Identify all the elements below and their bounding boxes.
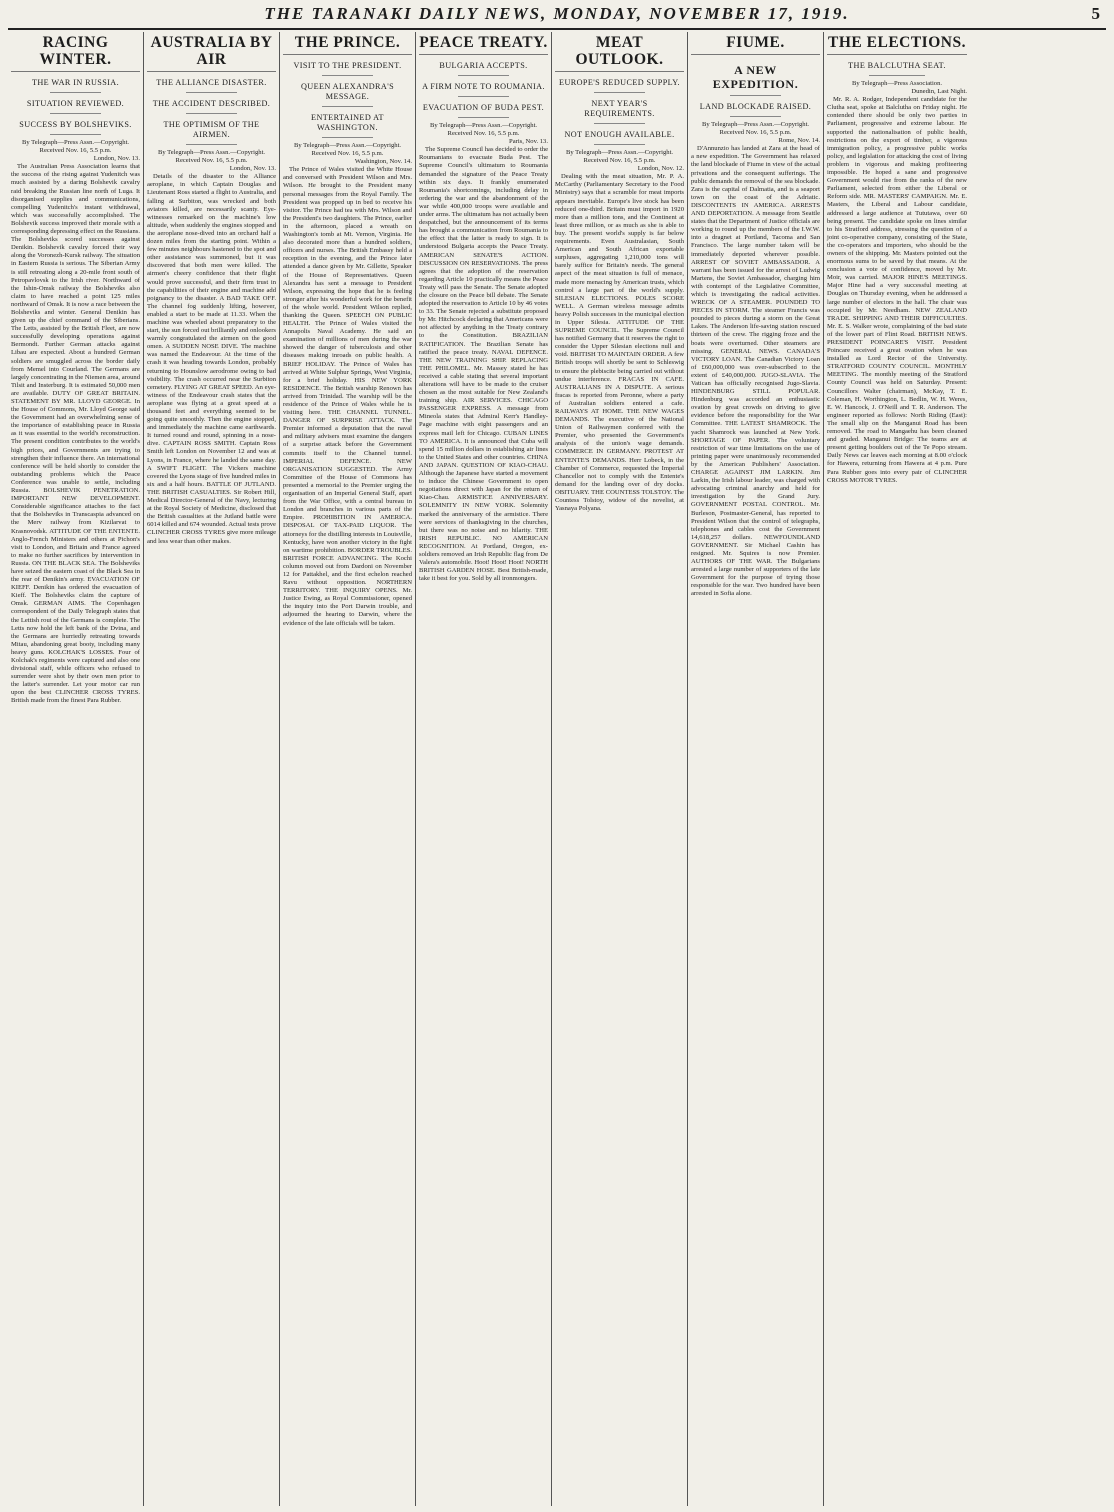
subheading: EUROPE'S REDUCED SUPPLY. — [559, 78, 680, 87]
article-body — [827, 96, 967, 485]
divider — [869, 75, 925, 76]
article-body — [691, 145, 820, 598]
article-text: Dealing with the meat situation, Mr. P. A. McCarthy (Parliamentary Secretary to the Food Ministry) says that a scramble for meat imports appears inevitable. Europe's live stock has been reduced one-third. Britain must import in 1920 more than a million tons, and the Continent at least three million, or as much as she is able to buy. The present world's supply is far below requirements. Even Australasian, South American and South African exportable surpluses, aggregating 1,210,000 tons will barely suffice for Britain's needs. The general aspect of the meat situation is full of menace, made more menacing by American trusts, which control a large part of the world's supply. SILESIAN ELECTIONS. POLES SCORE WELL. A German wireless message admits heavy Polish successes in the municipal election in Upper Silesia. ATTITUDE OF THE SUPREME COUNCIL. The Supreme Council has notified Germany that it reserves the right to consider the Upper Silesian elections null and void. BRITISH TO MAINTAIN ORDER. A few British troops will shortly be sent to Schleswig to ensure the plebiscite being carried out without undue interference. FRACAS IN CAFE. AUSTRALIANS IN A DISPUTE. A serious fracas is reported from Peronne, where a party of Australian soldiers entered a cafe. RAILWAYS AT HOME. THE NEW WAGES DEMANDS. The executive of the National Union of Railwaymen conferred with the Premier, who presented the Government's analysis of the union's wage demands. COMMERCE IN GERMANY. PROTEST AT ENTENTE'S DEMANDS. Herr Lobeck, in the Chamber of Commerce, requested the Imperial Chancellor not to comply with the Entente's demand for the landing over of dry docks. OBITUARY. THE COUNTESS TOLSTOY. The Countess Tolstoy, widow of the novelist, at Yasnaya Polyana. — [555, 173, 684, 513]
divider — [50, 113, 102, 114]
column-1 — [8, 32, 144, 1506]
subheading: VISIT TO THE PRESIDENT. — [293, 61, 402, 70]
column-5 — [552, 32, 688, 1506]
received-line: Received Nov. 16, 5.5 p.m. — [719, 129, 792, 137]
page-number: 5 — [1091, 4, 1100, 23]
received-line: Received Nov. 16, 5.5 p.m. — [311, 150, 384, 158]
divider — [594, 92, 646, 93]
subheading: THE ACCIDENT DESCRIBED. — [152, 99, 271, 108]
subheading: NEXT YEAR'S REQUIREMENTS. — [584, 99, 655, 118]
divider — [186, 92, 238, 93]
article-body — [147, 173, 276, 545]
article-body — [11, 163, 140, 705]
byline: By Telegraph—Press Association. — [851, 80, 943, 87]
article-text: The Prince of Wales visited the White House and conversed with President Wilson and Mrs. Wilson. He brought to the President many personal messages from the Royal Family. The President was propped up in bed to receive his visitor. The Prince had tea with Mrs. Wilson and the President's two daughters. The Prince, earlier in the afternoon, placed a wreath on Washington's tomb at Mt. Vernon, Virginia. He also decorated more than a hundred soldiers, officers and nurses. The British Embassy held a reception in the evening, and the Prince later attended a dance given by Mr. Gillette, Speaker of the House of Representatives. Queen Alexandra has sent a message to President Wilson, expressing the hope that he is feeling stronger after his wonderful work for the benefit of the whole world. President Wilson replied, thanking the Queen. SPEECH ON PUBLIC HEALTH. The Prince of Wales visited the Annapolis Naval Academy. He said an examination of millions of men during the war showed the danger of tuberculosis and other diseases making inroads on public health. A BRIEF HOLIDAY. The Prince of Wales has arrived at White Sulphur Springs, West Virginia, for a brief holiday. HIS NEW YORK RESIDENCE. The British warship Renown has arrived from Trinidad. The warship will be the residence of the Prince of Wales while he is visiting here. THE CHANNEL TUNNEL. DANGER OF SURPRISE ATTACK. The Premier informed a deputation that the naval and military advisers must examine the dangers of a surprise attack before the Government commits itself to the Channel tunnel. IMPERIAL DEFENCE. NEW ORGANISATION SUGGESTED. The Army Committee of the House of Commons has presented a memorial to the Premier urging the organisation of an Imperial General Staff, apart from the War Office, with a central bureau in London and branches in various parts of the Empire. PROHIBITION IN AMERICA. DISPOSAL OF TAX-PAID LIQUOR. The attorneys for the distilling interests in Louisville, Kentucky, have won another victory in the fight on wartime prohibition. BORDER TROUBLES. BRITISH FORCE ADVANCING. The Kochi column moved out from Dardoni on November 12 for Pattakhel, and the first echelon reached Ravu without opposition. NORTHERN TERRITORY. THE INQUIRY OPENS. Mr. Justice Ewing, as Royal Commissioner, opened the inquiry into the Port Darwin trouble, and adjourned the hearing to Darwin, where the evidence of the late officials will be taken. — [283, 166, 412, 627]
divider — [594, 144, 646, 145]
subheading: EVACUATION OF BUDA PEST. — [422, 103, 545, 112]
place-dateline: Washington, Nov. 14. — [354, 158, 412, 166]
divider — [458, 117, 510, 118]
column-6 — [688, 32, 824, 1506]
divider — [458, 96, 510, 97]
byline: By Telegraph—Press Assn.—Copyright. — [429, 122, 538, 129]
divider — [322, 137, 374, 138]
place-dateline: Dunedin, Last Night. — [911, 88, 967, 96]
subheading: A NEW EXPEDITION. — [712, 63, 799, 91]
subheading: THE ALLIANCE DISASTER. — [156, 78, 267, 87]
received-line: Received Nov. 16, 5.5 p.m. — [447, 130, 520, 138]
column-3 — [280, 32, 416, 1506]
subheading: A FIRM NOTE TO ROUMANIA. — [422, 82, 545, 91]
received-line: Received Nov. 16, 5.5 p.m. — [583, 157, 656, 165]
divider — [186, 144, 238, 145]
divider — [50, 134, 102, 135]
divider — [594, 123, 646, 124]
place-dateline: London, Nov. 12. — [637, 165, 684, 173]
divider — [730, 116, 782, 117]
column-headline: RACING WINTER. — [11, 34, 140, 72]
subheading: SITUATION REVIEWED. — [26, 99, 125, 108]
byline: By Telegraph—Press Assn.—Copyright. — [21, 139, 130, 146]
byline: By Telegraph—Press Assn.—Copyright. — [701, 121, 810, 128]
place-dateline: Paris, Nov. 13. — [509, 138, 548, 146]
masthead-title: THE TARANAKI DAILY NEWS, MONDAY, NOVEMBER 17, 1919. — [264, 4, 850, 23]
divider — [322, 75, 374, 76]
article-text: Mr. R. A. Rodger, Independent candidate for the Clutha seat, spoke at Balclutha on Friday night. He contended there should be only two parties in Parliament, progressive and extreme labour. He supported the nationalisation of public health, restrictions on the export of timber, a vigorous immigration policy, a progressive public works policy, and legislation for attacking the cost of living problem in vigorous and making profiteering impossible. He hoped a sane and progressive Government would rise from the ranks of the new Parliament, selected from either the Liberal or Reform side. MR. MASTERS' CAMPAIGN. Mr. E. Masters, the Liberal and Labour candidate, addressed a large audience at Tututawa, over 60 being present. The candidate spoke on lines similar to his Stratford address, stressing the question of a joint co-operative company, consisting of the State, the co-operators and importers, who should be the owners of the shipping. Mr. Masters pointed out the enormous sums to be saved by that means. At the conclusion a vote of confidence, moved by Mr. Moir, was carried. MAJOR HINE'S MEETINGS. Major Hine had a very successful meeting at Douglas on Thursday evening, when he addressed a large number of electors in the hall. The chair was occupied by Mr. Needham. NEW ZEALAND TRADE. SHIPPING AND THEIR DIFFICULTIES. Mr. E. S. Walker wrote, complaining of the bad state of the lower part of Flint Road. BRITISH NEWS. PRESIDENT POINCARE'S VISIT. President Poincare received a great ovation when he was installed as Lord Rector of the University. STRATFORD COUNTY COUNCIL. MONTHLY MEETING. The monthly meeting of the Stratford County Council was held on Saturday. Present: Councillors Walter (chairman), McKay, T. E. Coleman, H. Worthington, L. Bedlin, W. H. Weres, E. W. Hancock, J. O'Neill and T. R. Anderson. The engineer reported as follows: North Riding (East): The small slip on the Manganui Road has been removed. The road to Mangaehu has been cleaned and graded. Manganui Bridge: The teams are at present getting boulders out of the Te Popo stream. Daily News car leaves each morning at 8.00 o'clock for Hawera, returning from Hawera at 4 p.m. Pure Para Rubber goes into every pair of CLINCHER CROSS MOTOR TYRES. — [827, 96, 967, 484]
article-text: D'Annunzio has landed at Zara at the head of a new expedition. The Government has relaxed the land blockade of Fiume in view of the actual privations and the consequent sufferings. The public demands the removal of the sea blockade. Zara is the capital of Dalmatia, and is a seaport town on the coast of the Adriatic. DISCONTENTS IN AMERICA. ARRESTS AND DEPORTATION. A message from Seattle states that the Department of Justice officials are working to round up the members of the I.W.W. into a dragnet at Portland, Tacoma and San Francisco. The large number taken will be immediately deported wherever possible. ARREST OF SOVIET AMBASSADOR. A warrant has been issued for the arrest of Ludwig Martens, the Soviet Ambassador, charging him with contempt of the Legislative Committee, which is investigating the radical activities. WRECK OF A STEAMER. POUNDED TO PIECES IN STORM. The steamer Francis was pounded to pieces during a storm on the Great Lakes. The Anderson life-saving station rescued thirteen of the crew. The rigging froze and the boats were overturned. Other steamers are missing. GENERAL NEWS. CANADA'S VICTORY LOAN. The Canadian Victory Loan of £60,000,000 was over-subscribed to the extent of £40,000,000. JUGO-SLAVIA. The Vatican has officially recognised Jugo-Slavia. HINDENBURG STILL POPULAR. Hindenburg was accorded an enthusiastic ovation by great crowds on driving to give evidence before the responsibility for the War Committee. THE LATEST SHAMROCK. The yacht Shamrock was launched at New York. SHORTAGE OF PAPER. The voluntary restriction of war time limitations on the use of printing paper were unanimously recommended by the American Publishers' Association. CHARGE AGAINST JIM LARKIN. Jim Larkin, the Irish labour leader, was charged with advocating criminal anarchy and held for investigation by the Grand Jury. GOVERNMENT POSTAL CONTROL. Mr. Burleson, Postmaster-General, has reported to President Wilson that the control of telegraphs, telephones and cables cost the Government 14,618,257 dollars. NEWFOUNDLAND GOVERNMENT. Sir Michael Cashin has resigned. Mr. Squires is now Premier. AUTHORS OF THE WAR. The Bulgarians arrested a large number of supporters of the late Government for the purpose of trying those responsible for the war. Two hundred have been arrested in Sofia alone. — [691, 145, 820, 598]
divider — [186, 113, 238, 114]
place-dateline: London, Nov. 13. — [93, 155, 140, 163]
subheading: THE WAR IN RUSSIA. — [31, 78, 120, 87]
column-headline: AUSTRALIA BY AIR — [147, 34, 276, 72]
subheading: THE OPTIMISM OF THE AIRMEN. — [163, 120, 260, 139]
subheading: BULGARIA ACCEPTS. — [439, 61, 528, 70]
article-body — [419, 146, 548, 583]
subheading: SUCCESS BY BOLSHEVIKS. — [19, 120, 132, 129]
column-headline: FIUME. — [691, 34, 820, 55]
received-line: Received Nov. 16, 5.5 p.m. — [175, 157, 248, 165]
place-dateline: Rome, Nov. 14. — [778, 137, 820, 145]
column-headline: PEACE TREATY. — [419, 34, 548, 55]
subheading: THE BALCLUTHA SEAT. — [848, 61, 946, 70]
received-line: Received Nov. 16, 5.5 p.m. — [39, 147, 112, 155]
subheading: NOT ENOUGH AVAILABLE. — [564, 130, 675, 139]
byline: By Telegraph—Press Assn.—Copyright. — [157, 149, 266, 156]
article-text: The Supreme Council has decided to order the Roumanians to evacuate Buda Pest. The Supreme Council's ultimatum to Roumania demanded the signature of the Peace Treaty within six days. It frankly enumerated Roumania's shortcomings, including delay in ordering the war and the abandonment of the war while 400,000 troops were available and under arms. The ultimatum has not actually been despatched, but the announcement of its terms has brought a communication from Roumania to the effect that the latter is ready to sign. It is understood Bulgaria accepts the Peace Treaty. AMERICAN SENATE'S ACTION. DISCUSSION ON RESERVATIONS. The press agrees that the adoption of the reservation regarding Article 10 practically means the Peace Treaty will pass the Senate. The Senate adopted the closure on the Peace bill debate. The Senate adopted the reservation to Article 10 by 46 votes to 33. The Senate rejected a substitute proposed by Mr. Hitchcock declaring that Americans were not affected by anything in the Treaty contrary to the Constitution. BRAZILIAN RATIFICATION. The Brazilian Senate has ratified the peace treaty. NAVAL DEFENCE. THE NEW TRAINING SHIP. REPLACING THE PHILOMEL. Mr. Massey stated he has received a cable stating that several important alterations will have to be made to the cruiser chosen as the most suitable for New Zealand's training ship. AIR SERVICES. CHICAGO PASSENGER EXPRESS. A message from Mineola states that Admiral Kerr's Handley-Page machine with eight passengers and an express mail left for Chicago. CUBAN LINES TO AMERICA. It is announced that Cuba will spend 15 million dollars in establishing air lines to the United States and other countries. CHINA AND JAPAN. QUESTION OF KIAO-CHAU. Although the Japanese have started a movement to induce the Chinese Government to open negotiations direct with Japan for the return of Kiao-Chau. ARMISTICE ANNIVERSARY. SOLEMNITY IN NEW YORK. Solemnity marked the anniversary of the armistice. There were services of thanksgiving in the churches, but there was no noise and no hilarity. THE IRISH REPUBLIC. NO AMERICAN RECOGNITION. At Portland, Oregon, ex-soldiers removed an Irish Republic flag from De Valera's automobile. Hoot! Hoot! Hoot! NORTH BRITISH GARDEN HOSE. Best British-made, take it best for you. Sold by all ironmongers. — [419, 146, 548, 583]
subheading: LAND BLOCKADE RAISED. — [699, 102, 812, 111]
column-headline: THE PRINCE. — [283, 34, 412, 55]
column-7 — [824, 32, 970, 1506]
column-2 — [144, 32, 280, 1506]
article-text: Details of the disaster to the Alliance aeroplane, in which Captain Douglas and Lieutenant Ross started a flight to Australia, and falling at Surbiton, was wrecked and both aviators killed, are necessarily scanty. Eye-witnesses remarked on the machine's low altitude, when suddenly the engines stopped and the aeroplane nose-dived into an orchard half a dozen miles from the starting point. Within a few minutes neighbours hastened to the spot and other assistance was summoned, but it was discovered that both men were killed. The airmen's cheery confidence that their flight would prove successful, and their firm trust in the capabilities of their engine and machine add poignancy to the disaster. A BAD TAKE OFF. The channel fog suddenly lifting, however, enabled a start to be made at 11.33. When the machine was wheeled about preparatory to the start, the sun forced out brilliantly and onlookers warmly congratulated the airmen on the good omen. A SUDDEN NOSE DIVE. The machine was named the Endeavour. At the time of the crash it was heading towards London, probably returning to Hounslow aerodrome owing to bad visibility. The crash occurred near the Surbiton cemetery. FLYING AT GREAT SPEED. An eye-witness of the Endeavour crash states that the aeroplane was flying at a great speed at a thousand feet and everything seemed to be going quite smoothly. Then the engine stopped, and immediately the machine came earthwards. It turned round and round, spinning in a nose-dive. CAPTAIN ROSS SMITH. Captain Ross Smith left London on November 12 and was at Lyons, in France, where he landed the same day. A SWIFT FLIGHT. The Vickers machine covered the Lyons stage of five hundred miles in six and a half hours. BATTLE OF JUTLAND. THE BRITISH CASUALTIES. Sir Robert Hill, Medical Director-General of the Navy, lecturing at the Royal Society of Medicine, disclosed that the British casualties at the Jutland battle were 6014 killed and 674 wounded. Actual tests prove CLINCHER CROSS TYRES give more mileage and less wear than other makes. — [147, 173, 276, 545]
newspaper-columns — [8, 32, 1106, 1506]
article-text: The Australian Press Association learns that the success of the rising against Yudenitch was much assisted by a daring Bolshevik cavalry raid breaking the Russian line north of Luga. It disorganised supplies and communications, compelling Yudenitch's instant withdrawal, which was successfully accomplished. The Bolshevik success improved their morale with a corresponding depressing effect on the Russians. The Bolsheviks scored successes against Denikin. Bolshevik cavalry forced their way along the Voronezh-Kursk railway. The situation in Eastern Russia is serious. The Siberian Army is still retreating along a 20-mile front south of Petropavlovsk to the Irish river. Northward of the Ishin-Omsk railway the Bolsheviks also claim to have reached a point 125 miles northward of Omsk. It is now a race between the Bolsheviks and winter. General Denikin has given up the chief command of the Siberians. The Letts, assisted by the British Fleet, are now successfully developing operations against Bermondt. Further German attacks against Libau are expected. About a hundred German soldiers are smuggled across the border daily from Memel into Courland. The Germans are largely concentrating in the Niemen area, around Tilsit and Insterburg. It is estimated 50,000 men are available. DUTY OF GREAT BRITAIN. STATEMENT BY MR. LLOYD GEORGE. In the House of Commons, Mr. Lloyd George said the Government had an overwhelming sense of the importance of establishing peace in Russia as it was essential to the world's reconstruction. The present condition contributes to the world's high prices, and Governments are trying to strengthen their influence there. An international conference will be held shortly to consider the outstanding problems which the Peace Conference was unable to settle, including Russia. BOLSHEVIK PENETRATION. IMPORTANT NEW DEVELOPMENT. Considerable significance attaches to the fact that the Bolsheviks in Transcaspia advanced on the Merv railway from Kizilarvat to Krasnovodsk. ATTITUDE OF THE ENTENTE. Anglo-French Ministers and others at Pichon's visit to London, and Britain and France agreed to make no further sacrifices by intervention in Russia. ON THE BLACK SEA. The Bolsheviks have seized the eastern coast of the Black Sea in the rear of Denikin's army. EVACUATION OF KIEFF. Denikin has ordered the evacuation of Kieff. The Bolsheviks claim the capture of Omsk. GERMAN AIMS. The Copenhagen correspondent of the Daily Telegraph states that the Lettish rout of the Germans is complete. The Letts now hold the left bank of the Dvina, and the Germans are hurriedly retreating towards Mitau, abandoning great booty, including many heavy guns. KOLCHAK'S LOSSES. Four of Kolchak's regiments were captured and also one divisional staff, while officers who refused to surrender were shot by their own men prior to the latter's surrender. Let your motor car run upon the best CLINCHER CROSS TYRES. British made from the finest Para Rubber. — [11, 163, 140, 705]
masthead — [8, 4, 1106, 30]
divider — [50, 92, 102, 93]
column-headline: THE ELECTIONS. — [827, 34, 967, 55]
divider — [458, 75, 510, 76]
place-dateline: London, Nov. 13. — [229, 165, 276, 173]
article-body — [283, 166, 412, 627]
byline: By Telegraph—Press Assn.—Copyright. — [293, 142, 402, 149]
subheading: QUEEN ALEXANDRA'S MESSAGE. — [300, 82, 395, 101]
divider — [730, 95, 782, 96]
byline: By Telegraph—Press Assn.—Copyright. — [565, 149, 674, 156]
column-headline: MEAT OUTLOOK. — [555, 34, 684, 72]
divider — [322, 106, 374, 107]
article-body — [555, 173, 684, 513]
column-4 — [416, 32, 552, 1506]
subheading: ENTERTAINED AT WASHINGTON. — [311, 113, 384, 132]
